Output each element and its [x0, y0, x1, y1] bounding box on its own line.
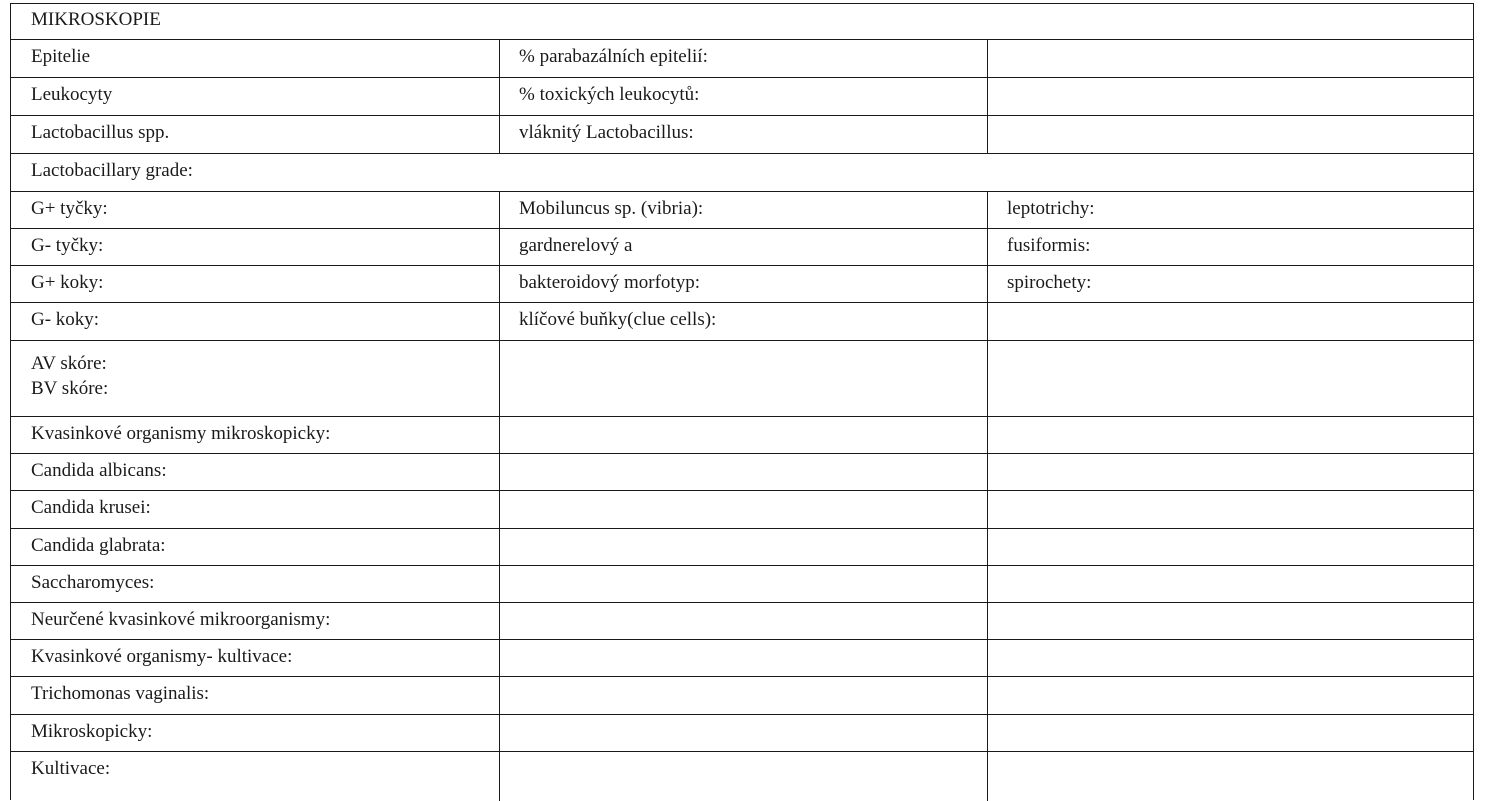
value-field[interactable]	[987, 752, 1475, 801]
label-trichomonas: Trichomonas vaginalis:	[31, 683, 210, 704]
table-row	[11, 529, 1473, 566]
label-yeast-culture: Kvasinkové organismy- kultivace:	[31, 646, 293, 667]
value-field[interactable]	[987, 78, 1475, 115]
value-field[interactable]	[499, 715, 987, 751]
table-row	[11, 40, 1473, 78]
table-row	[11, 491, 1473, 529]
value-field[interactable]	[987, 603, 1475, 639]
table-row	[11, 154, 1473, 192]
label-filamentous-lactobacillus: vláknitý Lactobacillus:	[499, 116, 987, 153]
value-field[interactable]	[987, 303, 1475, 340]
table-row	[11, 603, 1473, 640]
label-fusiformis: fusiformis:	[987, 229, 1475, 265]
label-epitelie: Epitelie	[31, 46, 91, 67]
label-toxic-leukocytes: % toxických leukocytů:	[499, 78, 987, 115]
label-spirochety: spirochety:	[987, 266, 1475, 302]
table-row	[11, 566, 1473, 603]
label-leptotrichy: leptotrichy:	[987, 192, 1475, 228]
label-undetermined-yeast: Neurčené kvasinkové mikroorganismy:	[31, 609, 331, 630]
value-field[interactable]	[987, 529, 1475, 565]
label-candida-glabrata: Candida glabrata:	[31, 535, 166, 556]
value-field[interactable]	[987, 491, 1475, 528]
label-gardnerella: gardnerelový a	[499, 229, 987, 265]
label-lactobacillary-grade: Lactobacillary grade:	[31, 160, 193, 181]
value-field[interactable]	[499, 491, 987, 528]
table-row	[11, 752, 1473, 801]
label-yeast-microscopic: Kvasinkové organismy mikroskopicky:	[31, 423, 331, 444]
table-row	[11, 229, 1473, 266]
value-field[interactable]	[499, 417, 987, 453]
table-row	[11, 715, 1473, 752]
label-clue-cells: klíčové buňky(clue cells):	[499, 303, 987, 340]
label-gminus-rods: G- tyčky:	[31, 235, 104, 256]
value-field[interactable]	[987, 566, 1475, 602]
label-candida-krusei: Candida krusei:	[31, 497, 151, 518]
value-field[interactable]	[987, 454, 1475, 490]
value-field[interactable]	[987, 341, 1475, 416]
label-lactobacillus: Lactobacillus spp.	[31, 122, 170, 143]
table-row	[11, 677, 1473, 715]
value-field[interactable]	[499, 566, 987, 602]
table-row	[11, 116, 1473, 154]
value-field[interactable]	[987, 116, 1475, 153]
label-candida-albicans: Candida albicans:	[31, 460, 167, 481]
microscopy-form-table	[10, 3, 1474, 800]
value-field[interactable]	[499, 341, 987, 416]
table-row	[11, 78, 1473, 116]
form-title-row	[11, 4, 1473, 40]
table-row	[11, 303, 1473, 341]
value-field[interactable]	[499, 454, 987, 490]
table-row	[11, 266, 1473, 303]
value-field[interactable]	[987, 417, 1475, 453]
label-gminus-cocci: G- koky:	[31, 309, 100, 330]
label-leukocyty: Leukocyty	[31, 84, 113, 105]
label-cultivation: Kultivace:	[31, 758, 111, 779]
table-row	[11, 640, 1473, 677]
table-row	[11, 341, 1473, 417]
table-row	[11, 192, 1473, 229]
value-field[interactable]	[499, 529, 987, 565]
label-bv-score: BV skóre:	[31, 378, 109, 399]
value-field[interactable]	[499, 752, 987, 801]
value-field[interactable]	[987, 715, 1475, 751]
table-row	[11, 454, 1473, 491]
value-field[interactable]	[987, 640, 1475, 676]
value-field[interactable]	[499, 677, 987, 714]
label-parabasal-epithelia: % parabazálních epitelií:	[499, 40, 987, 77]
form-title: MIKROSKOPIE	[31, 9, 161, 30]
label-av-score: AV skóre:	[31, 353, 107, 374]
label-gplus-cocci: G+ koky:	[31, 272, 104, 293]
value-field[interactable]	[987, 40, 1475, 77]
score-labels	[11, 341, 499, 416]
label-microscopically: Mikroskopicky:	[31, 721, 153, 742]
label-saccharomyces: Saccharomyces:	[31, 572, 155, 593]
table-row	[11, 417, 1473, 454]
value-field[interactable]	[499, 640, 987, 676]
label-bacteroid-morphotype: bakteroidový morfotyp:	[499, 266, 987, 302]
label-gplus-rods: G+ tyčky:	[31, 198, 108, 219]
label-mobiluncus: Mobiluncus sp. (vibria):	[499, 192, 987, 228]
value-field[interactable]	[499, 603, 987, 639]
value-field[interactable]	[987, 677, 1475, 714]
